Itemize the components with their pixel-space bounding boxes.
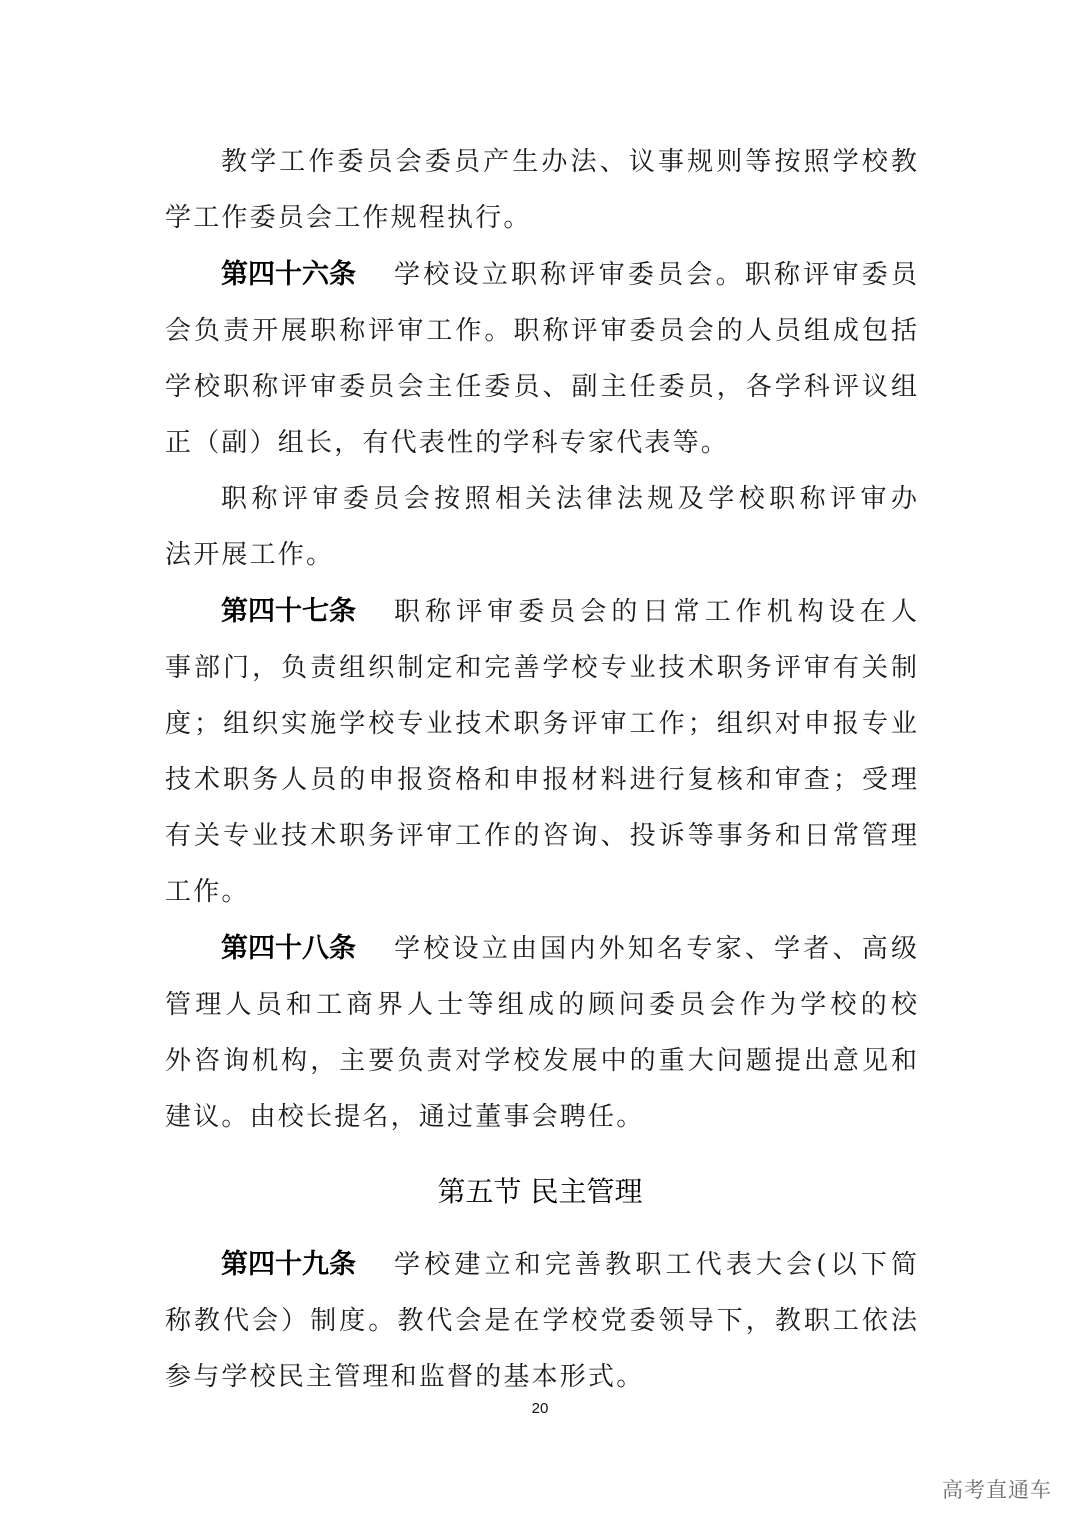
- article-text: 学校设立职称评审委员会。职称评审委员: [394, 260, 917, 290]
- article-text: 职称评审委员会的日常工作机构设在人: [394, 597, 917, 627]
- article-text: 学校设立由国内外知名专家、学者、高级: [394, 934, 917, 964]
- paragraph-line: 参与学校民主管理和监督的基本形式。: [165, 1362, 645, 1392]
- article-49-first-line: [221, 1245, 917, 1285]
- paragraph-line: 事部门，负责组织制定和完善学校专业技术职务评审有关制: [165, 653, 917, 683]
- paragraph-line: 正（副）组长，有代表性的学科专家代表等。: [165, 428, 730, 458]
- article-label: 第四十六条: [221, 259, 356, 290]
- paragraph-line: 建议。由校长提名，通过董事会聘任。: [165, 1102, 645, 1132]
- article-label: 第四十八条: [221, 933, 356, 964]
- paragraph-line: 教学工作委员会委员产生办法、议事规则等按照学校教: [221, 147, 917, 177]
- article-label: 第四十九条: [221, 1249, 356, 1280]
- paragraph-line: 工作。: [165, 877, 250, 907]
- paragraph-line: 管理人员和工商界人士等组成的顾问委员会作为学校的校: [165, 990, 917, 1020]
- article-47-first-line: [221, 592, 917, 632]
- article-label: 第四十七条: [221, 596, 356, 627]
- paragraph-line: 称教代会）制度。教代会是在学校党委领导下，教职工依法: [165, 1306, 917, 1336]
- section-title: 第五节 民主管理: [437, 1175, 643, 1208]
- paragraph-line: 会负责开展职称评审工作。职称评审委员会的人员组成包括: [165, 316, 917, 346]
- paragraph-line: 法开展工作。: [165, 540, 335, 570]
- paragraph-line: 学工作委员会工作规程执行。: [165, 203, 532, 233]
- paragraph-line: 度；组织实施学校专业技术职务评审工作；组织对申报专业: [165, 709, 917, 739]
- paragraph-line: 技术职务人员的申报资格和申报材料进行复核和审查；受理: [165, 765, 917, 795]
- paragraph-line: 职称评审委员会按照相关法律法规及学校职称评审办: [221, 484, 917, 514]
- paragraph-line: 学校职称评审委员会主任委员、副主任委员，各学科评议组: [165, 372, 917, 402]
- article-46-first-line: [221, 255, 917, 295]
- paragraph-line: 外咨询机构，主要负责对学校发展中的重大问题提出意见和: [165, 1046, 917, 1076]
- watermark-text: 高考直通车: [942, 1478, 1052, 1502]
- page-number: 20: [531, 1400, 549, 1417]
- article-48-first-line: [221, 929, 917, 969]
- article-text: 学校建立和完善教职工代表大会(以下简: [394, 1250, 917, 1280]
- paragraph-line: 有关专业技术职务评审工作的咨询、投诉等事务和日常管理: [165, 821, 917, 851]
